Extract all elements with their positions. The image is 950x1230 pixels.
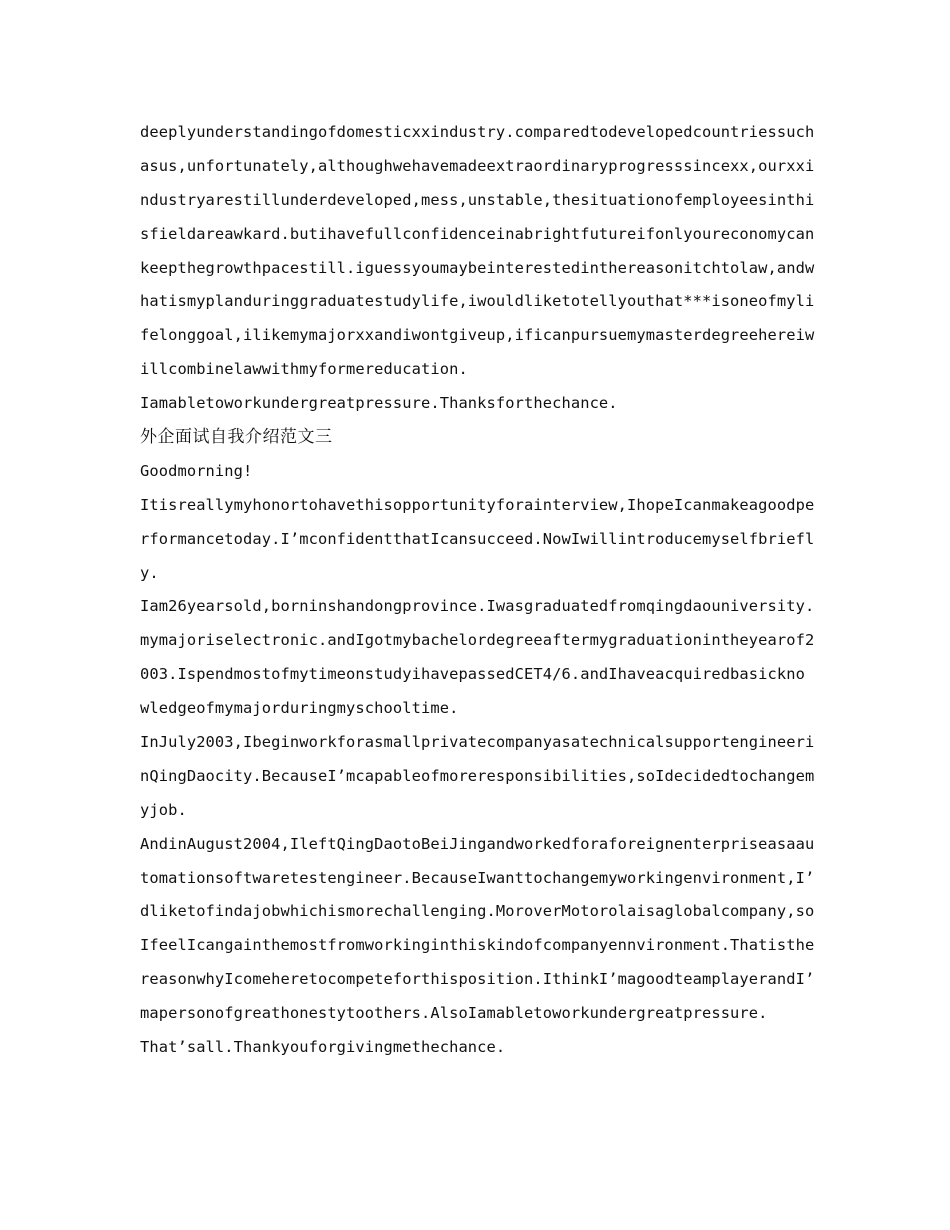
text-line: rformancetoday.I’mconfidentthatIcansucceed.NowIwillintroducemyselfbriefl <box>140 529 815 548</box>
text-line: mymajoriselectronic.andIgotmybachelordegreeaftermygraduationintheyearof2 <box>140 631 815 650</box>
text-line: deeplyunderstandingofdomesticxxindustry.comparedtodevelopedcountriessuch <box>140 123 815 141</box>
text-line: reasonwhyIcomeheretocompeteforthisposition.IthinkI’magoodteamplayerandI’ <box>140 970 815 989</box>
text-line: hatismyplanduringgraduatestudylife,iwouldliketotellyouthat***isoneofmyli <box>140 292 815 311</box>
text-line: wledgeofmymajorduringmyschooltime. <box>140 699 459 718</box>
text-line: asus,unfortunately,althoughwehavemadeextraordinaryprogresssincexx,ourxxi <box>140 156 815 175</box>
text-line: That’sall.Thankyouforgivingmethechance. <box>140 1038 506 1057</box>
text-line: yjob. <box>140 800 187 819</box>
text-line: ndustryarestillunderdeveloped,mess,unstable,thesituationofemployeesinthi <box>140 190 815 209</box>
text-line: dliketofindajobwhichismorechallenging.MoroverMotorolaisaglobalcompany,so <box>140 902 815 921</box>
text-line: mapersonofgreathonestytoothers.AlsoIamabletoworkundergreatpressure. <box>140 1004 768 1023</box>
document-body <box>140 116 815 1065</box>
text-line: 003.IspendmostofmytimeonstudyihavepassedCET4/6.andIhaveacquiredbasickno <box>140 665 805 684</box>
text-line: keepthegrowthpacestill.iguessyoumaybeinterestedinthereasonitchtolaw,andw <box>140 258 815 277</box>
text-line: AndinAugust2004,IleftQingDaotoBeiJingandworkedforaforeignenterpriseasaau <box>140 834 815 853</box>
text-line: illcombinelawwithmyformereducation. <box>140 360 468 379</box>
text-line: nQingDaocity.BecauseI’mcapableofmoreresponsibilities,soIdecidedtochangem <box>140 766 815 785</box>
section-heading: 外企面试自我介绍范文三 <box>140 427 333 448</box>
text-line: tomationsoftwaretestengineer.BecauseIwanttochangemyworkingenvironment,I’ <box>140 868 815 887</box>
text-line: Iam26yearsold,borninshandongprovince.Iwasgraduatedfromqingdaouniversity. <box>140 597 815 616</box>
text-line: InJuly2003,Ibeginworkforasmallprivatecompanyasatechnicalsupportengineeri <box>140 733 815 752</box>
text-line: Iamabletoworkundergreatpressure.Thanksforthechance. <box>140 394 618 413</box>
text-line: sfieldareawkard.butihavefullconfidenceinabrightfutureifonlyoureconomycan <box>140 224 815 243</box>
text-line: y. <box>140 563 159 582</box>
text-line: IfeelIcangainthemostfromworkinginthiskindofcompanyennvironment.Thatisthe <box>140 936 815 955</box>
text-line: Itisreallymyhonortohavethisopportunityforainterview,IhopeIcanmakeagoodpe <box>140 495 815 514</box>
text-line: felonggoal,ilikemymajorxxandiwontgiveup,ificanpursuemymasterdegreehereiw <box>140 326 815 345</box>
text-line: Goodmorning! <box>140 461 253 480</box>
